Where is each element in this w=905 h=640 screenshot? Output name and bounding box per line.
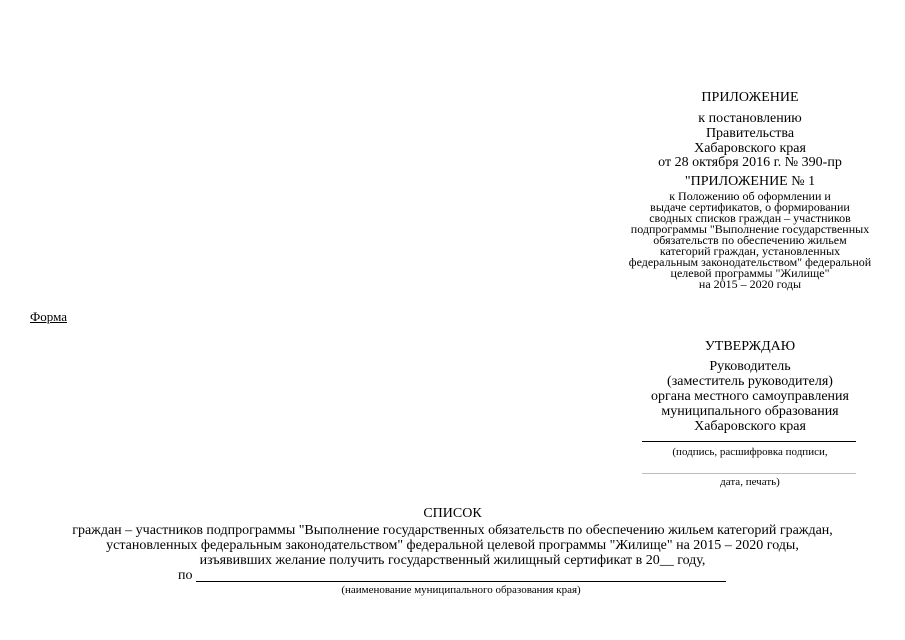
date-caption: дата, печать): [720, 476, 780, 488]
resolution-date: от 28 октября 2016 г. № 390-пр: [658, 155, 842, 170]
approve-title: УТВЕРЖДАЮ: [704, 339, 796, 354]
list-line: изъявивших желание получить государственный жилищный сертификат в 20__ году,: [199, 553, 706, 568]
date-line: [642, 473, 856, 474]
signature-caption: (подпись, расшифровка подписи,: [672, 446, 828, 458]
appendix1-title: "ПРИЛОЖЕНИЕ № 1: [684, 174, 816, 189]
approve-line: органа местного самоуправления: [651, 389, 849, 404]
appendix1-line: сводных списков граждан – участников: [649, 211, 851, 225]
appendix-ref-line: к постановлению: [698, 111, 802, 126]
approve-lines: [615, 359, 885, 434]
appendix1-line: обязательств по обеспечению жильем: [653, 233, 847, 247]
appendix1-text: [615, 191, 885, 290]
approve-line: Хабаровского края: [694, 419, 806, 434]
approve-line: Руководитель: [709, 359, 791, 374]
appendix1-line: к Положению об оформлении и: [669, 189, 831, 203]
municipality-line: [196, 581, 726, 582]
appendix-ref-line: Правительства: [705, 126, 795, 141]
form-label: Форма: [30, 309, 67, 324]
signature-line: [642, 441, 856, 442]
appendix1-line: подпрограммы "Выполнение государственных: [630, 222, 870, 236]
appendix1-line: целевой программы "Жилище": [670, 266, 830, 280]
list-line: граждан – участников подпрограммы "Выполнение государственных обязательств по обеспечению жильем категорий граждан,: [72, 523, 833, 538]
appendix-title: ПРИЛОЖЕНИЕ: [701, 90, 799, 105]
list-description: [0, 523, 905, 568]
appendix1-line: выдаче сертификатов, о формировании: [650, 200, 850, 214]
appendix1-line: категорий граждан, установленных: [659, 244, 841, 258]
po-label: по: [178, 568, 193, 583]
appendix-ref-line: Хабаровского края: [694, 141, 806, 156]
list-title: СПИСОК: [423, 506, 482, 521]
approve-line: муниципального образования: [661, 404, 839, 419]
appendix1-line: на 2015 – 2020 годы: [698, 277, 802, 291]
municipality-caption: (наименование муниципального образования края): [341, 584, 581, 596]
appendix1-line: федеральным законодательством" федеральной: [628, 255, 872, 269]
appendix-ref: [640, 111, 860, 156]
list-line: установленных федеральным законодательством" федеральной целевой программы "Жилище" на 2015 – 2020 годы,: [106, 538, 799, 553]
approve-line: (заместитель руководителя): [667, 374, 833, 389]
